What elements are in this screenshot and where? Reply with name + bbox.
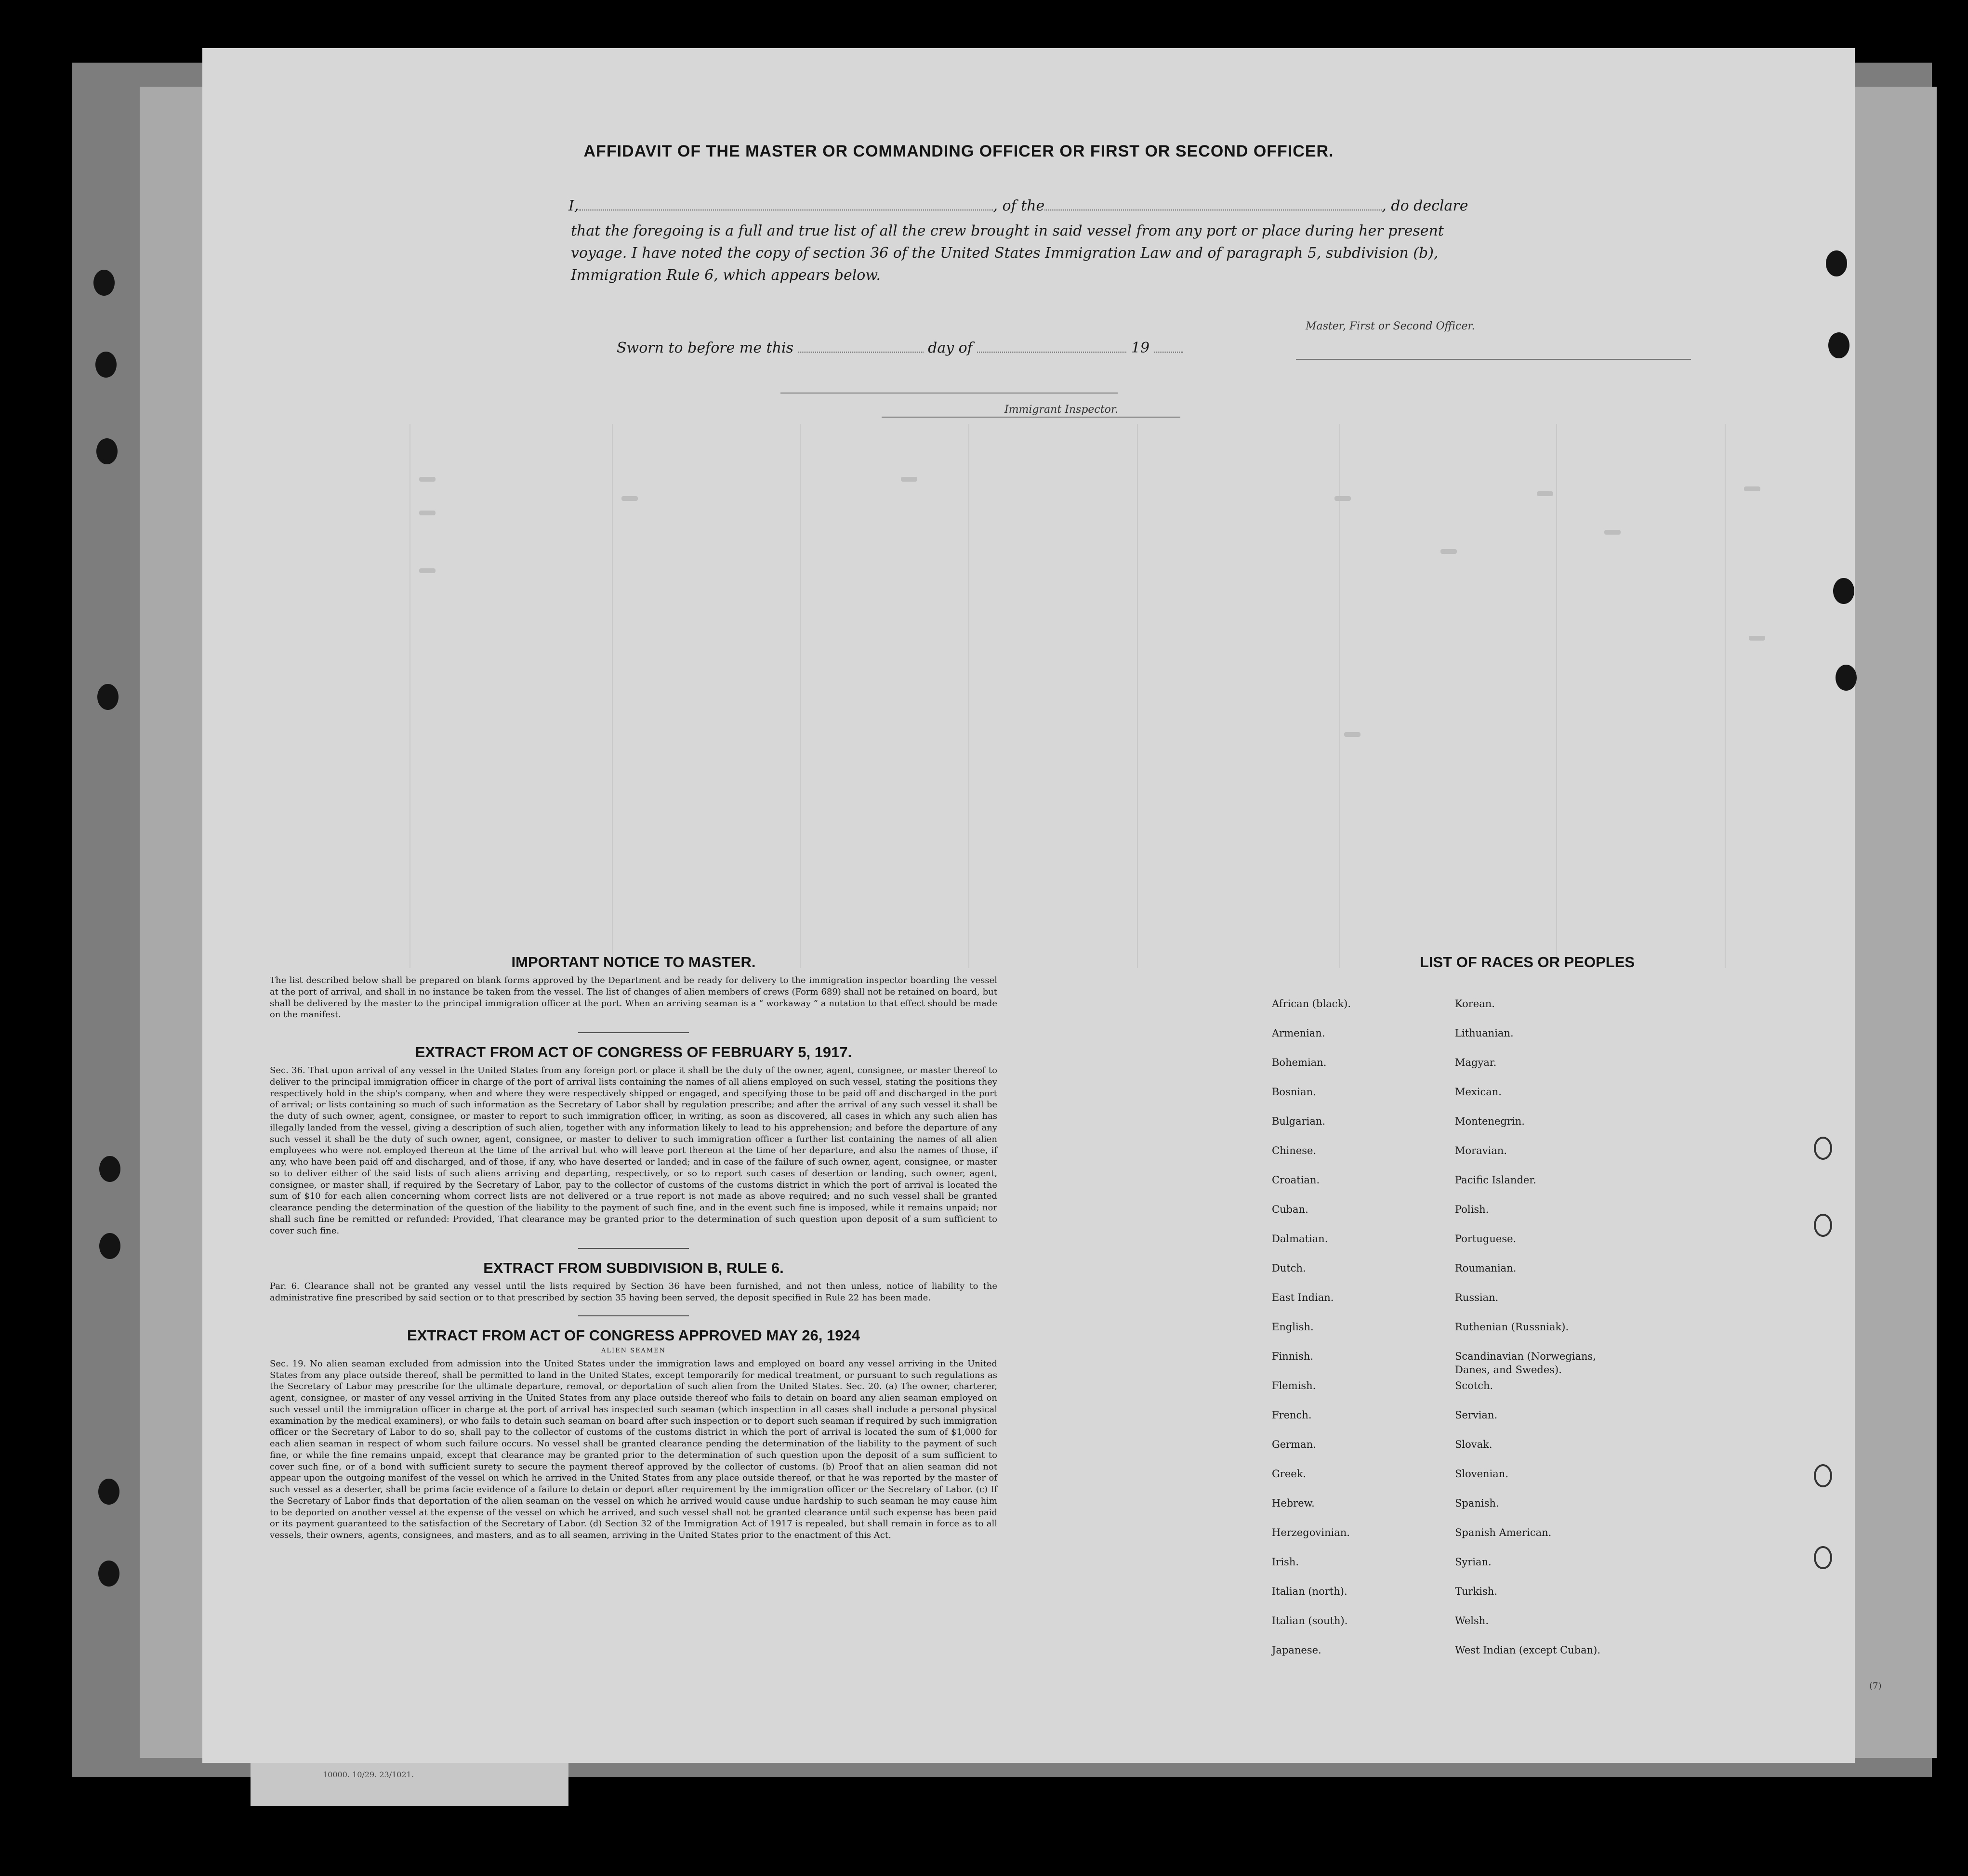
race-item: Ruthenian (Russniak). (1455, 1321, 1569, 1333)
race-item: African (black). (1272, 998, 1351, 1010)
race-item: Slovenian. (1455, 1468, 1508, 1480)
affidavit-section (202, 48, 1855, 424)
affidavit-i: I, (568, 197, 579, 214)
punch-hole-ring (1814, 1137, 1832, 1160)
race-item: Roumanian. (1455, 1262, 1517, 1274)
extract-rule6-title: EXTRACT FROM SUBDIVISION B, RULE 6. (483, 1259, 784, 1277)
ghost-column-rule (1556, 424, 1557, 968)
master-signature-line[interactable] (1296, 359, 1691, 360)
race-item: Portuguese. (1455, 1233, 1517, 1245)
divider (578, 1248, 689, 1249)
ghost-column-rule (409, 424, 410, 968)
ghost-mark (1334, 496, 1351, 501)
ghost-mark (901, 477, 917, 482)
race-item: Finnish. (1272, 1351, 1314, 1362)
punch-hole-ring (1814, 1464, 1832, 1487)
race-item: East Indian. (1272, 1292, 1334, 1303)
notice-column (260, 954, 1007, 1541)
extract-1917-body: Sec. 36. That upon arrival of any vessel in the United States from any foreign port or place it shall be the duty of the owner, agent, consignee, or master thereof to deliver to the principal immigration officer in charge of the port of arrival lists containing the names of all aliens employed on such vessel, stating the positions they respectively hold in the ship's company, when and where they were respectively shipped or engaged, and specifying those to be paid off and discharged in the port of arrival; or lists containing so much of such information as the Secretary of Labor shall by regulation prescribe; and after the arrival of any such vessel it shall be the duty of such owner, agent, consignee, or master to report to such immigration officer, in writing, as soon as discovered, all cases in which any such alien has illegally landed from the vessel, giving a description of such alien, together with any information likely to lead to his apprehension; and before the departure of any such vessel it shall be the duty of such owner, agent, consignee, or master to deliver to such immigration officer a further list containing the names of all alien employees who were not employed thereon at the time of the arrival but who will leave port thereon at the time of her departure, and also the names of those, if any, who have been paid off and discharged, and of those, if any, who have deserted or landed; and in case of the failure of such owner, agent, consignee, or master so to deliver either of the said lists of such aliens arriving and departing, respectively, or so to report such cases of desertion or landing, such owner, agent, consignee, or master shall, if required by the Secretary of Labor, pay to the collector of customs of the customs district in which the port of arrival is located the sum of $10 for each alien concerning whom correct lists are not delivered or a true report is not made as above required; and no such vessel shall be granted clearance pending the determination of the question of the liability to the payment of such fine, and in the event such fine is imposed, while it remains unpaid; nor shall such fine be remitted or refunded: Provided, That clearance may be granted prior to the determination of such question upon deposit of a sum sufficient to cover such fine. (270, 1065, 997, 1236)
ghost-column-rule (800, 424, 801, 968)
notice-body: The list described below shall be prepared on blank forms approved by the Department and be ready for delivery to the immigration inspector boarding the vessel at the port of arrival, and shall in no instance be taken from the vessel. The list of changes of alien members of crews (Form 689) shall not be retained on board, but shall be delivered by the master to the principal immigration officer at the port. When an arriving seaman is a “ workaway ” a notation to that effect should be made on the manifest. (270, 975, 997, 1020)
race-item: Croatian. (1272, 1174, 1320, 1186)
race-item: Herzegovinian. (1272, 1527, 1350, 1538)
ghost-column-rule (1339, 424, 1340, 968)
divider (578, 1032, 689, 1033)
race-item: German. (1272, 1439, 1316, 1450)
inspector-line-upper (780, 393, 1118, 394)
ghost-column-rule (612, 424, 613, 968)
race-item: Scandinavian (Norwegians, Danes, and Swedes). (1455, 1351, 1597, 1376)
extract-1917-title: EXTRACT FROM ACT OF CONGRESS OF FEBRUARY 5, 1917. (415, 1044, 852, 1061)
ghost-mark (1749, 636, 1765, 641)
affidavit-line-2: that the foregoing is a full and true list of all the crew brought in said vessel from any port or place during her present (571, 223, 1444, 239)
affidavit-of-the: , of the (993, 197, 1045, 214)
race-item: Spanish American. (1455, 1527, 1552, 1538)
inspector-signature-line[interactable] (882, 417, 1180, 418)
form-number: (7) (1869, 1681, 1882, 1691)
manifest-page (202, 48, 1882, 1763)
punch-hole (99, 1156, 120, 1182)
sworn-prefix: Sworn to before me this (617, 340, 794, 356)
race-item: Pacific Islander. (1455, 1174, 1536, 1186)
race-item: Mexican. (1455, 1086, 1502, 1098)
race-item: French. (1272, 1409, 1312, 1421)
ghost-column-rule (1137, 424, 1138, 968)
race-item: Slovak. (1455, 1439, 1493, 1450)
race-item: Japanese. (1272, 1644, 1321, 1656)
race-item: Magyar. (1455, 1057, 1497, 1068)
affidavit-line-3: voyage. I have noted the copy of section 36 of the United States Immigration Law and of paragraph 5, subdivision (b), (571, 245, 1439, 262)
race-item: Spanish. (1455, 1497, 1499, 1509)
race-item: Dutch. (1272, 1262, 1306, 1274)
extract-1924-body: Sec. 19. No alien seaman excluded from admission into the United States under the immigration laws and employed on board any vessel arriving in the United States from any place outside thereof, shall be permitted to land in the United States, except temporarily for medical treatment, or pursuant to such regulations as the Secretary of Labor may prescribe for the ultimate departure, removal, or deportation of such alien from the United States. Sec. 20. (a) The owner, charterer, agent, consignee, or master of any vessel arriving in the United States from any place outside thereof who fails to detain on board any alien seaman employed on such vessel until the immigration officer in charge at the port of arrival has inspected such seaman (which inspection in all cases shall include a personal physical examination by the medical examiners), or who fails to detain such seaman on board after such inspection or to deport such seaman if required by such immigration officer or the Secretary of Labor to do so, shall pay to the collector of customs of the customs district in which the port of arrival is located the sum of $1,000 for each alien seaman in respect of whom such failure occurs. No vessel shall be granted clearance pending the determination of the liability to the payment of such fine, or while the fine remains unpaid, except that clearance may be granted prior to the determination of such question upon the deposit of a sum sufficient to cover such fine, or of a bond with sufficient surety to secure the payment thereof approved by the collector of customs. (b) Proof that an alien seaman did not appear upon the outgoing manifest of the vessel on which he arrived in the United States from any place outside thereof, or that he was reported by the master of such vessel as a deserter, shall be prima facie evidence of a failure to detain or deport after requirement by the immigration officer or the Secretary of Labor. (c) If the Secretary of Labor finds that deportation of the alien seaman on the vessel on which he arrived would cause undue hardship to such seaman he may cause him to be deported on another vessel at the expense of the vessel on which he arrived, and such vessel shall not be granted clearance until such expense has been paid or its payment guaranteed to the satisfaction of the Secretary of Labor. (d) Section 32 of the Immigration Act of 1917 is repealed, but shall remain in force as to all vessels, their owners, agents, consignees, and masters, and as to all seamen, arriving in the United States prior to the enactment of this Act. (270, 1358, 997, 1540)
sworn-year-field[interactable] (1154, 352, 1183, 353)
affidavit-title: AFFIDAVIT OF THE MASTER OR COMMANDING OFFICER OR FIRST OR SECOND OFFICER. (583, 142, 1334, 160)
race-item: Syrian. (1455, 1556, 1492, 1568)
race-item: Montenegrin. (1455, 1115, 1525, 1127)
race-item: English. (1272, 1321, 1314, 1333)
sworn-line (617, 340, 1183, 356)
divider (578, 1315, 689, 1316)
punch-hole (98, 1479, 119, 1505)
ghost-mark (1537, 491, 1553, 496)
race-item: Bulgarian. (1272, 1115, 1326, 1127)
race-item: Lithuanian. (1455, 1027, 1514, 1039)
race-item: West Indian (except Cuban). (1455, 1644, 1601, 1656)
race-item: Polish. (1455, 1204, 1489, 1215)
races-title: LIST OF RACES OR PEOPLES (1419, 954, 1635, 971)
punch-hole (98, 1561, 119, 1587)
punch-hole (95, 352, 117, 378)
extract-1924-subtitle: ALIEN SEAMEN (601, 1347, 666, 1354)
sworn-year: 19 (1131, 340, 1150, 356)
race-item: Italian (south). (1272, 1615, 1348, 1627)
inspector-label: Immigrant Inspector. (1004, 404, 1118, 416)
extract-rule6-body: Par. 6. Clearance shall not be granted any vessel until the lists required by Section 36 have been furnished, and not then unless, notice of liability to the administrative fine prescribed by said section or to that prescribed by section 35 having been served, the deposit specified in Rule 22 has been made. (270, 1281, 997, 1303)
race-item: Hebrew. (1272, 1497, 1315, 1509)
binding-holes-left (92, 250, 120, 1599)
ghost-mark (419, 511, 436, 515)
punch-hole (1833, 578, 1854, 604)
races-section (1253, 954, 1783, 1656)
ghost-mark (621, 496, 638, 501)
punch-hole-ring (1814, 1546, 1832, 1569)
ghost-mark (1604, 530, 1621, 535)
ghost-column-rule (968, 424, 969, 968)
punch-hole (96, 438, 118, 464)
race-item: Servian. (1455, 1409, 1498, 1421)
race-item: Cuban. (1272, 1204, 1308, 1215)
affidavit-line-4: Immigration Rule 6, which appears below. (571, 267, 881, 284)
sworn-month-field[interactable] (977, 352, 1126, 353)
punch-hole (97, 684, 119, 710)
master-signature-label: Master, First or Second Officer. (1306, 320, 1475, 332)
punch-hole (99, 1233, 120, 1259)
affidavit-line-1 (568, 197, 1468, 214)
notice-title: IMPORTANT NOTICE TO MASTER. (511, 954, 756, 971)
extract-1924-title: EXTRACT FROM ACT OF CONGRESS APPROVED MAY 26, 1924 (407, 1326, 860, 1344)
race-item: Russian. (1455, 1292, 1499, 1303)
ghost-column-rule (1725, 424, 1726, 968)
race-item: Italian (north). (1272, 1586, 1347, 1597)
punch-hole-ring (1814, 1214, 1832, 1237)
race-item: Flemish. (1272, 1380, 1316, 1391)
ghost-mark (1440, 549, 1457, 554)
sworn-day-of: day of (928, 340, 973, 356)
race-item: Bohemian. (1272, 1057, 1327, 1068)
race-item: Greek. (1272, 1468, 1307, 1480)
race-item: Armenian. (1272, 1027, 1325, 1039)
race-item: Bosnian. (1272, 1086, 1316, 1098)
affidavit-do-declare: , do declare (1382, 197, 1468, 214)
race-item: Welsh. (1455, 1615, 1489, 1627)
footer-print-code: 10000. 10/29. 23/1021. (323, 1770, 414, 1779)
race-item: Chinese. (1272, 1145, 1317, 1156)
ghost-mark (1744, 486, 1760, 491)
race-item: Dalmatian. (1272, 1233, 1328, 1245)
punch-hole (93, 270, 115, 296)
bleed-through-table (275, 424, 1816, 968)
race-item: Irish. (1272, 1556, 1299, 1568)
race-item: Korean. (1455, 998, 1495, 1010)
ghost-mark (419, 477, 436, 482)
race-item: Moravian. (1455, 1145, 1507, 1156)
punch-hole (1836, 665, 1857, 691)
ghost-mark (1344, 732, 1360, 737)
ghost-mark (419, 568, 436, 573)
sworn-day-field[interactable] (798, 352, 924, 353)
race-item: Scotch. (1455, 1380, 1493, 1391)
race-item: Turkish. (1455, 1586, 1497, 1597)
